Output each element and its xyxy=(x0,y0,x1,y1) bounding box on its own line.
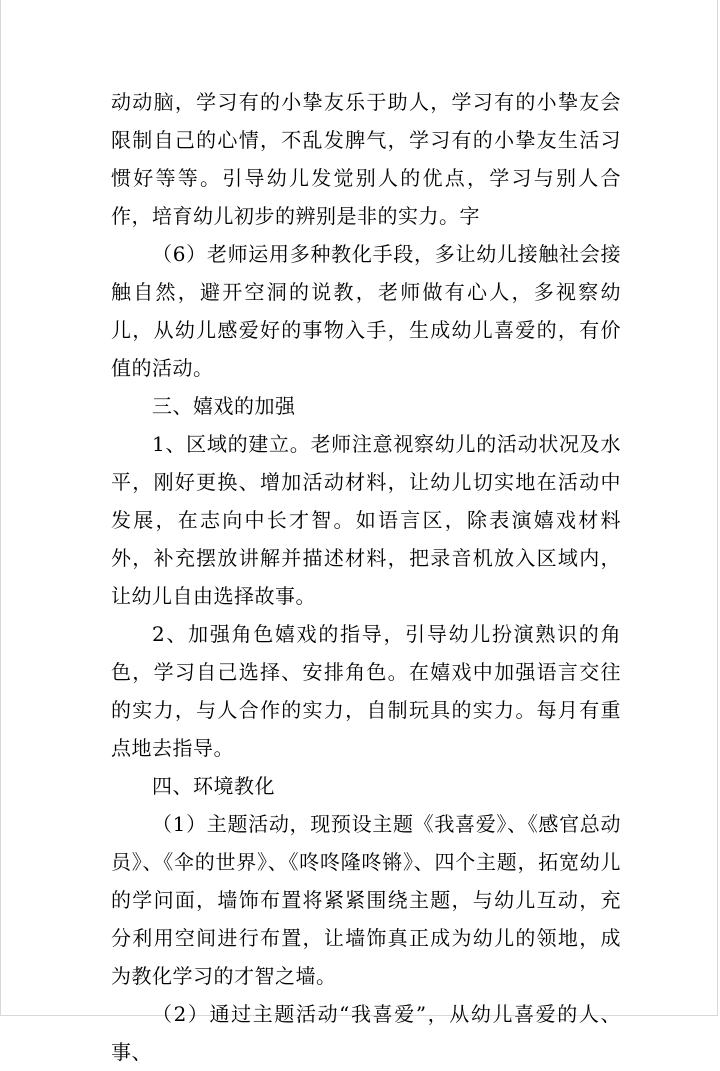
paragraph-role-play: 2、加强角色嬉戏的指导，引导幼儿扮演熟识的角色，学习自己选择、安排角色。在嬉戏中加强语言交往的实力，与人合作的实力，自制玩具的实力。每月有重点地去指导。 xyxy=(111,622,621,760)
paragraph-theme-activity: （1）主题活动，现预设主题《我喜爱》、《感官总动员》、《伞的世界》、《咚咚隆咚锵》、四个主题，拓宽幼儿的学问面，墙饰布置将紧紧围绕主题，与幼儿互动，充分利用空间进行布置，让墙饰真正成为幼儿的领地，成为教化学习的才智之墙。 xyxy=(111,812,621,988)
paragraph-item-6: （6）老师运用多种教化手段，多让幼儿接触社会接触自然，避开空洞的说教，老师做有心人，多视察幼儿，从幼儿感爱好的事物入手，生成幼儿喜爱的，有价值的活动。 xyxy=(111,242,621,380)
paragraph-area-setup: 1、区域的建立。老师注意视察幼儿的活动状况及水平，刚好更换、增加活动材料，让幼儿切实地在活动中发展，在志向中长才智。如语言区，除表演嬉戏材料外，补充摆放讲解并描述材料，把录音机放入区域内，让幼儿自由选择故事。 xyxy=(111,432,621,608)
document-body xyxy=(111,83,621,1071)
section-heading-environment: 四、环境教化 xyxy=(152,774,275,798)
paragraph-continued: 动动脑，学习有的小挚友乐于助人，学习有的小挚友会限制自己的心情，不乱发脾气，学习有的小挚友生活习惯好等等。引导幼儿发觉别人的优点，学习与别人合作，培育幼儿初步的辨别是非的实力。字 xyxy=(111,90,621,228)
paragraph-theme-i-love: （2）通过主题活动“我喜爱”，从幼儿喜爱的人、事、 xyxy=(111,1002,621,1064)
section-heading-play: 三、嬉戏的加强 xyxy=(152,394,296,418)
